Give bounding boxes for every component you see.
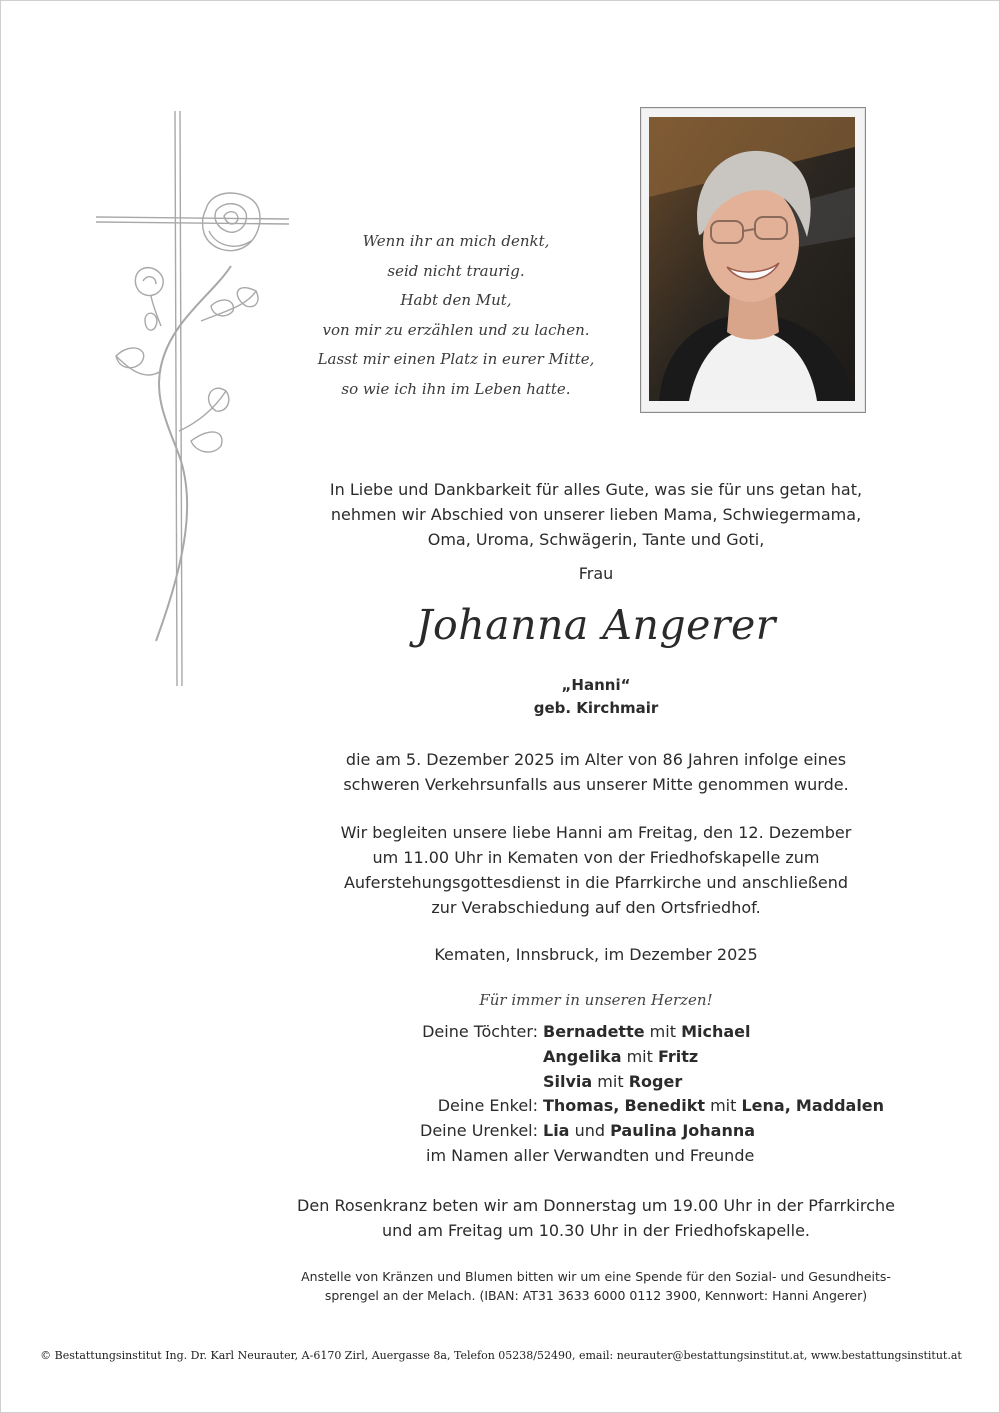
relative-name: Lia bbox=[543, 1121, 570, 1141]
relative-name: Thomas bbox=[543, 1096, 614, 1116]
rosary-line: Den Rosenkranz beten wir am Donnerstag um 19.00 Uhr in der Pfarrkirche bbox=[297, 1196, 895, 1215]
relative-connector: mit bbox=[626, 1046, 653, 1066]
relative-separator: , bbox=[784, 1096, 791, 1116]
donation-line: Anstelle von Kränzen und Blumen bitten wir um eine Spende für den Sozial- und Gesundheits- bbox=[301, 1269, 891, 1284]
relatives-names bbox=[543, 1094, 884, 1119]
poem bbox=[271, 227, 641, 404]
relatives-names bbox=[543, 1119, 755, 1144]
relative-separator: , bbox=[613, 1096, 620, 1116]
poem-line: so wie ich ihn im Leben hatte. bbox=[341, 379, 571, 398]
relative-connector: mit bbox=[710, 1096, 737, 1116]
forever-line: Für immer in unseren Herzen! bbox=[479, 991, 713, 1009]
death-line: schweren Verkehrsunfalls aus unserer Mitte genommen wurde. bbox=[343, 775, 849, 794]
poem-line: von mir zu erzählen und zu lachen. bbox=[322, 320, 590, 339]
relative-name: Lena bbox=[741, 1096, 785, 1116]
relative-connector: mit bbox=[649, 1022, 676, 1041]
relative-connector: mit bbox=[597, 1071, 624, 1091]
place-date: Kematen, Innsbruck, im Dezember 2025 bbox=[434, 945, 758, 964]
deceased-maiden-name: geb. Kirchmair bbox=[533, 699, 659, 717]
poem-line: Lasst mir einen Platz in eurer Mitte, bbox=[317, 350, 595, 368]
funeral-home-footer: © Bestattungsinstitut Ing. Dr. Karl Neurauter, A-6170 Zirl, Auergasse 8a, Telefon 05238/52490, email: neurauter@bestattungsinstitut.at, www.bestattungsinstitut.at bbox=[40, 1349, 962, 1362]
intro-line: nehmen wir Abschied von unserer lieben Mama, Schwiegermama, bbox=[330, 505, 862, 524]
relative-name: Paulina Johanna bbox=[610, 1121, 756, 1141]
funeral-line: zur Verabschiedung auf den Ortsfriedhof. bbox=[431, 898, 761, 917]
rosary-line: und am Freitag um 10.30 Uhr in der Friedhofskapelle. bbox=[382, 1221, 810, 1240]
poem-line: Habt den Mut, bbox=[400, 291, 512, 309]
funeral-line: um 11.00 Uhr in Kematen von der Friedhofskapelle zum bbox=[372, 848, 820, 867]
relatives-list bbox=[301, 1020, 901, 1169]
poem-line: seid nicht traurig. bbox=[387, 261, 525, 280]
deceased-nickname: „Hanni“ bbox=[561, 676, 631, 694]
relatives-names bbox=[543, 1020, 751, 1045]
relative-name: Angelika bbox=[543, 1046, 622, 1066]
portrait-photo bbox=[649, 117, 855, 401]
relatives-row-daughters bbox=[301, 1070, 901, 1095]
relatives-row-daughters bbox=[301, 1045, 901, 1070]
death-line: die am 5. Dezember 2025 im Alter von 86 Jahren infolge eines bbox=[345, 750, 847, 769]
donation-note bbox=[291, 1267, 901, 1305]
relative-name: Maddalen bbox=[795, 1096, 885, 1116]
relative-name: Fritz bbox=[657, 1046, 699, 1066]
deceased-name: Johanna Angerer bbox=[416, 601, 776, 649]
relatives-row-grandchildren bbox=[301, 1094, 901, 1119]
portrait-illustration bbox=[649, 117, 855, 401]
donation-line: sprengel an der Melach. (IBAN: AT31 3633 6000 0112 3900, Kennwort: Hanni Angerer) bbox=[324, 1288, 868, 1303]
salutation: Frau bbox=[578, 564, 614, 583]
relative-name: Silvia bbox=[543, 1071, 593, 1091]
relatives-label: Deine Töchter: bbox=[422, 1022, 538, 1041]
relative-name: Benedikt bbox=[624, 1096, 705, 1116]
relative-name: Roger bbox=[628, 1071, 683, 1091]
relatives-names bbox=[543, 1070, 682, 1095]
relatives-row-daughters bbox=[301, 1020, 901, 1045]
rosary-details bbox=[291, 1193, 901, 1243]
relative-name: Bernadette bbox=[543, 1022, 645, 1041]
intro-text bbox=[291, 477, 901, 552]
intro-line: In Liebe und Dankbarkeit für alles Gute, was sie für uns getan hat, bbox=[329, 480, 863, 499]
relative-connector: und bbox=[574, 1121, 606, 1141]
poem-line: Wenn ihr an mich denkt, bbox=[362, 232, 550, 250]
relatives-row-great-grandchildren bbox=[301, 1119, 901, 1144]
portrait-frame bbox=[640, 107, 866, 413]
relatives-names bbox=[543, 1045, 698, 1070]
death-notice bbox=[291, 747, 901, 797]
relative-name: Michael bbox=[681, 1022, 751, 1041]
intro-line: Oma, Uroma, Schwägerin, Tante und Goti, bbox=[427, 530, 765, 549]
relatives-label: Deine Enkel: bbox=[437, 1096, 538, 1116]
funeral-details bbox=[291, 820, 901, 920]
relatives-footer: im Namen aller Verwandten und Freunde bbox=[426, 1145, 755, 1165]
funeral-line: Auferstehungsgottesdienst in die Pfarrkirche und anschließend bbox=[343, 873, 849, 892]
relatives-label: Deine Urenkel: bbox=[420, 1121, 538, 1141]
funeral-line: Wir begleiten unsere liebe Hanni am Freitag, den 12. Dezember bbox=[340, 823, 852, 842]
